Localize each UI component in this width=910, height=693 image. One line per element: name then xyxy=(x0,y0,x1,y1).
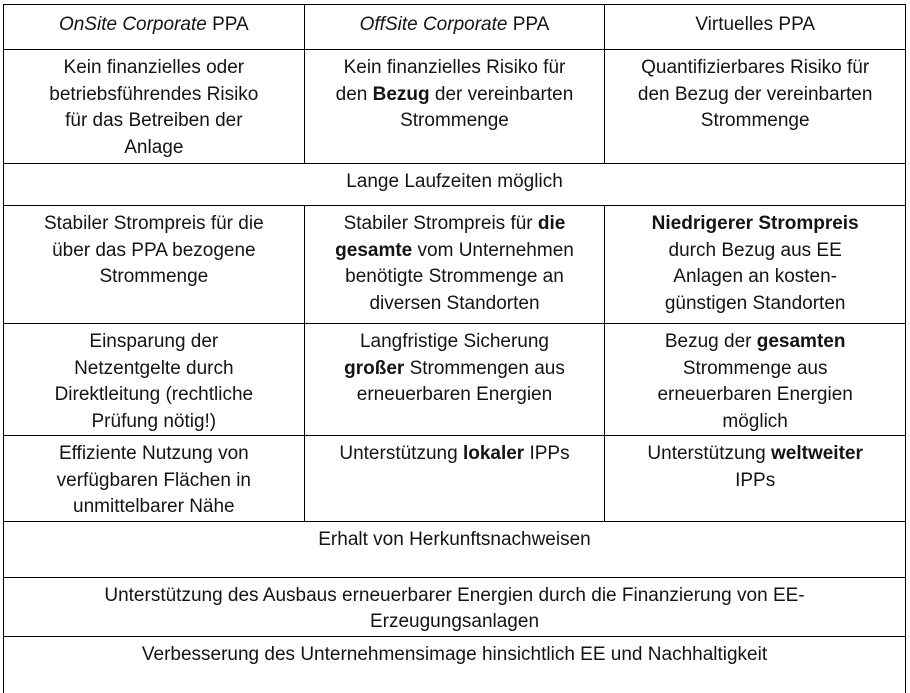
cell-text: Langfristige Sicherung xyxy=(359,331,550,352)
column-header xyxy=(304,5,605,50)
cell-text: Prüfung nötig!) xyxy=(91,410,217,432)
cell-text: Stabiler Strompreis für die xyxy=(44,213,264,234)
table-cell-r5c2 xyxy=(304,324,605,436)
merged-cell-r3 xyxy=(4,164,906,206)
table-row xyxy=(4,636,906,693)
cell-text: IPPs xyxy=(735,469,776,491)
header-row xyxy=(4,5,906,50)
cell-text: betriebsführendes Risiko xyxy=(49,83,259,105)
merged-cell-r7 xyxy=(4,521,906,577)
table-row xyxy=(4,577,906,636)
cell-text: lokaler xyxy=(462,443,525,464)
cell-text: der vereinbarten xyxy=(429,83,574,105)
header-text: PPA xyxy=(206,14,249,35)
cell-text: Strommenge aus xyxy=(682,357,828,379)
cell-text: den xyxy=(335,83,373,105)
cell-text: Lange Laufzeiten möglich xyxy=(346,171,563,192)
cell-text: Anlage xyxy=(124,136,184,158)
cell-text: gesamten xyxy=(756,331,846,352)
cell-text: über das PPA bezogene xyxy=(52,239,256,261)
cell-text: erneuerbaren Energien xyxy=(657,384,853,405)
header-text: OnSite Corporate xyxy=(58,14,207,35)
cell-text: Kein finanzielles oder xyxy=(63,57,245,78)
cell-text: möglich xyxy=(722,410,788,432)
table-row xyxy=(4,521,906,577)
cell-text: benötigte Strommenge an xyxy=(345,266,564,287)
cell-text: Kein finanzielles Risiko für xyxy=(343,57,566,78)
cell-text: IPPs xyxy=(524,443,570,464)
cell-text: erneuerbaren Energien xyxy=(356,384,553,405)
header-text: Virtuelles PPA xyxy=(695,14,815,35)
cell-text: günstigen Standorten xyxy=(664,292,846,314)
table-row xyxy=(4,164,906,206)
table-row xyxy=(4,50,906,164)
header-text: PPA xyxy=(507,14,550,35)
ppa-comparison-table xyxy=(3,4,906,693)
cell-text: Effiziente Nutzung von xyxy=(58,443,249,464)
cell-text: Strommengen aus xyxy=(404,357,565,379)
cell-text: für das Betreiben der xyxy=(65,110,243,131)
cell-text: Quantifizierbares Risiko für xyxy=(641,57,870,78)
table-cell-r6c1 xyxy=(4,436,305,522)
table-cell-r6c3 xyxy=(605,436,906,522)
table-cell-r4c1 xyxy=(4,206,305,324)
table-cell-r6c2 xyxy=(304,436,605,522)
cell-text: Unterstützung des Ausbaus erneuerbarer Energien durch die Finanzierung von EE- xyxy=(104,584,805,606)
cell-text: vom Unternehmen xyxy=(412,239,574,261)
cell-text: Verbesserung des Unternehmensimage hinsichtlich EE und Nachhaltigkeit xyxy=(141,643,768,665)
cell-text: gesamte xyxy=(335,239,413,261)
table-row xyxy=(4,436,906,522)
merged-cell-r9 xyxy=(4,636,906,693)
table-row xyxy=(4,324,906,436)
table-row xyxy=(4,206,906,324)
cell-text: Strommenge xyxy=(99,266,209,287)
cell-text: Erzeugungsanlagen xyxy=(369,611,540,632)
cell-text: weltweiter xyxy=(771,443,863,464)
table-cell-r4c2 xyxy=(304,206,605,324)
table-cell-r2c3 xyxy=(605,50,906,164)
table-cell-r2c1 xyxy=(4,50,305,164)
cell-text: Bezug xyxy=(372,83,430,105)
table-cell-r4c3 xyxy=(605,206,906,324)
cell-text: Unterstützung xyxy=(339,443,463,464)
cell-text: Niedrigerer Strompreis xyxy=(651,213,859,234)
table-cell-r5c3 xyxy=(605,324,906,436)
header-text: OffSite Corporate xyxy=(359,14,508,35)
cell-text: den Bezug der vereinbarten xyxy=(637,83,873,105)
cell-text: Netzentgelte durch xyxy=(74,357,234,379)
cell-text: Bezug der xyxy=(664,331,757,352)
table-cell-r2c2 xyxy=(304,50,605,164)
column-header xyxy=(605,5,906,50)
cell-text: Erhalt von Herkunftsnachweisen xyxy=(318,528,591,550)
cell-text: Direktleitung (rechtliche xyxy=(54,384,254,405)
cell-text: großer xyxy=(344,357,405,379)
cell-text: Anlagen an kosten- xyxy=(673,266,838,287)
cell-text: Strommenge xyxy=(700,110,810,131)
ppa-table-body xyxy=(4,5,906,693)
cell-text: diversen Standorten xyxy=(369,292,540,314)
cell-text: Strommenge xyxy=(400,110,509,131)
cell-text: Einsparung der xyxy=(89,331,219,352)
cell-text: durch Bezug aus EE xyxy=(668,239,842,261)
cell-text: Stabiler Strompreis für xyxy=(343,213,538,234)
column-header xyxy=(4,5,305,50)
cell-text: die xyxy=(537,213,566,234)
merged-cell-r8 xyxy=(4,577,906,636)
cell-text: Unterstützung xyxy=(647,443,771,464)
cell-text: verfügbaren Flächen in xyxy=(56,469,251,491)
cell-text: unmittelbarer Nähe xyxy=(73,496,235,517)
table-cell-r5c1 xyxy=(4,324,305,436)
